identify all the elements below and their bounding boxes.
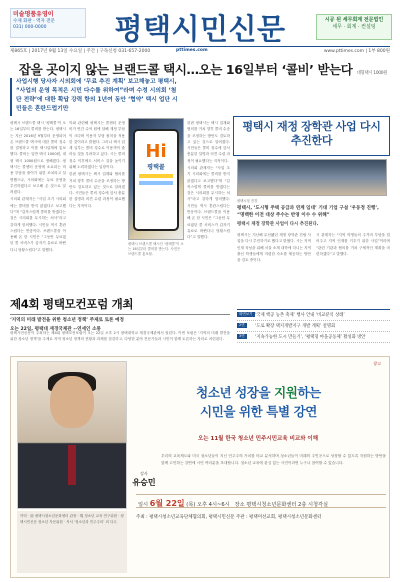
issue-price: www.pttimes.com | 1부 800원 (323, 49, 390, 54)
speaker-career: 약력 · 前 평택시청소년문화센터 관장 · 現 청소년 교육 연구위원 · 평택시민신문 청소년 자문위원 · 저서 ‘청소년과 민주주의’ 외 다수 (17, 511, 127, 573)
face-shape (50, 376, 94, 428)
newspaper-title: 평택시민신문 (114, 12, 286, 46)
story1-paragraph: 시의회 관계자는 “사업 초기 시의회에는 콜비를 받지 않겠다고 보고했다”며 “갑작스럽게 콜비를 받겠다는 것은 시의회를 무시하는 처사”라고 강하게 항의했다. 시민들 역시 혼란스럽다는 반응이다. 브랜드콜을 이용해 온 한 시민은 “그동안 무료였던 콜 서비스가 갑자기 유료로 바뀐다니 당황스럽다”고 말했다. (10, 197, 66, 252)
story1-paragraph: 평택시 브랜드콜 택시 ‘평택콜’이 오는 16일부터 콜비를 받는다. 평택시는 지난 2016년 9월부터 운영되어 온 브랜드콜 택시에 대한 콜비 징수를 결정하고 이를 택시업계에 통보했다. 콜비는 일반 택시 1000원, 대형 택시 1000원으로 정해졌다. 평택시는 콜센터 운영에 소요되는 비용 부담을 줄이기 위한 조치라고 설명했으나, 시의회에는 무료 운영을 추진하겠다고 보고해 온 것으로 알려졌다. (10, 121, 66, 195)
event-venue: 평택시청소년문화센터 2층 시청각실 (246, 502, 329, 508)
conference-title: 제4회 평택모컨포럼 개최 (10, 296, 230, 315)
right-masthead-ad[interactable] (316, 14, 392, 40)
speaker-role: 강사 (140, 471, 148, 476)
link-tag: 화면보기 (239, 312, 253, 316)
story1-subhead: 사업시행 당사자 시의회에 ‘무료 추진 계획’ 보고해놓고 평택시, “사업의 운영 목적은 시민 다수를 위하여”라며 수정 시의회 ‘첨단 전략’에 대한 확답 강력 항의 1년여 동안 ‘협약’ 택시 업단 시민들은 혼란드럽기만 (10, 78, 178, 116)
story1-column-1 (10, 120, 66, 292)
taxi-promo-photo[interactable] (128, 118, 184, 240)
speaker-name-block (129, 471, 159, 489)
story1-paragraph: 이와 관련해 평택시는 콜센터 운영비가 연간 수억 원에 달해 재정 부담이 크다며 이용자 부담 원칙을 적용한 것이라고 밝혔다. 그러나 택시 업계 일부는 콜비 징수로 이용객이 줄어들 것을 우려하고 있다. 시는 콜비 징수 이후에도 서비스 질을 높이기 위해 노력하겠다는 입장이다. (69, 121, 125, 169)
site-url[interactable]: pttimes.com (176, 48, 208, 53)
ad-description: 우리의 교육제도와 미국 청소년들이 지닌 민주주의 가치를 비교 분석하며 청소년들이 미래의 주인공으로 성장할 수 있도록 지원하는 방안을 함께 고민하는 강연에 시민 여러분을 초대합니다. 청소년 교육에 관심 있는 시민이라면 누구나 참여할 수 있습니다. (161, 454, 386, 465)
conference-body: 평택시민신문이 주최하는 제4회 평택모컨포럼이 오는 22일 오후 2시 평택대학교 재경국제관에서 열린다. 이번 포럼은 ‘지역의 미래 발전을 위한 청소년 정책’을 주제로 지역 청소년 정책의 현황과 과제를 점검하고, 다양한 분야 전문가들과 시민이 함께 토론하는 자리로 마련된다. (10, 331, 230, 342)
related-link[interactable] (237, 321, 390, 332)
left-masthead-ad[interactable] (10, 8, 86, 38)
when-label: 일시 (138, 502, 149, 508)
story1-column-3 (187, 120, 230, 292)
right-ad-title: 시공 된 세무회계 전문법인 (324, 17, 384, 23)
story2-subhead: 평택시, ‘도시형 주택 공급과 연계 임대’ 기대 기업 구설 ‘우동정 진행’, “명백한 이전 대상 주수는 반영 이수 수 위해” (237, 206, 379, 219)
ad-tag: 광고 (373, 361, 381, 366)
call-brand-name: 평택콜 (147, 164, 165, 171)
link-text: ‘도로 확장 택지개발지구 개발 계획’ 설명회 (255, 324, 336, 329)
photo-caption: 평택시청 전경 (237, 199, 258, 203)
ad-headline (131, 383, 386, 422)
left-ad-title: 미술명품유영이 (13, 11, 54, 18)
left-ad-line: 수제 화판 · 액자 전문 (13, 19, 55, 25)
event-schedule (136, 494, 386, 508)
left-ad-phone: 031) 000-0000 (13, 25, 47, 31)
related-link[interactable] (237, 332, 390, 343)
link-text: ‘국제 핵공 농촌 축제’ 행사 안내 ‘비교분석 상례’ (255, 313, 345, 318)
story2-column-1 (237, 232, 311, 304)
tie-shape (68, 445, 76, 485)
ad-headline-emphasis: 지원 (274, 385, 298, 400)
ad-headline-line2: 시민을 위한 특별 강연 (200, 404, 317, 420)
speaker-name: 유승민 (132, 478, 156, 487)
issue-info: 제865호 | 2017년 9월 13일 수요일 | 주간 | 구독신청 031-657-2000 (10, 49, 151, 54)
call-logo: Hi (145, 141, 167, 162)
ad-highlight: 오는 11월 한국 청소년 민주시민교육 비교와 이해 (197, 436, 319, 442)
headline-note: 대형택시 1000원 (356, 71, 388, 76)
phone-bar (139, 174, 173, 178)
right-ad-line: 세무 · 회계 · 컨설팅 (332, 24, 376, 30)
ad-headline-part: 하는 (297, 385, 321, 400)
taxi-photo-caption: 평택시 브랜드콜 택시인 ‘평택콜’이 오는 16일부터 콜비를 받는다. 사진은 브랜드콜 홍보물. (128, 242, 184, 257)
related-links (237, 309, 390, 343)
story1-paragraph: 시의회 관계자는 “사업 초기 시의회에는 콜비를 받지 않겠다고 보고했다”며 “갑작스럽게 콜비를 받겠다는 것은 시의회를 무시하는 처사”라고 강하게 항의했다. 시민들 역시 혼란스럽다는 반응이다. 브랜드콜을 이용해 온 한 시민은 “그동안 무료였던 콜 서비스가 갑자기 유료로 바뀐다니 당황스럽다”고 말했다. (187, 165, 230, 240)
where-label: 장소 (234, 502, 245, 508)
story1-column-2 (69, 120, 125, 292)
link-text: ‘지속가능한 도시 만들기’, ‘평택형 마을공동체’ 활성화 방안 (255, 335, 366, 340)
story1-paragraph: 한편 평택시는 택시 업계와 협의를 거쳐 향후 콜비 수준을 조정하는 방안도 검토하고 있는 것으로 알려졌다. 시민들은 콜비 징수에 앞서 충분한 설명과 의견 수렴 과정이 필요했다는 지적이다. (187, 121, 230, 163)
phone-bar (139, 181, 173, 185)
event-host: 주최 : 평택시청소년교육단체협의회, 평택시민신문 주관 : 평택미선교회, 평택시청소년문화센터 (136, 515, 322, 520)
ad-headline-part: 청소년 성장을 (196, 385, 275, 400)
event-date: 6월 22일 (149, 499, 185, 508)
story2-paragraph: 시 관계자는 “지역 학생들의 주거비 부담을 덜어주고 지역 인재를 키우기 위한 사업”이라며 “관련 기관과 협의를 거쳐 구체적인 계획을 마련하겠다”고 말했다. (316, 233, 390, 256)
story2-lead: 평택시 재정 장학관 사업이 다시 추진된다. (237, 222, 319, 227)
lecture-advertisement[interactable] (10, 356, 390, 578)
link-tag: 3면 (239, 334, 245, 338)
main-headline[interactable] (18, 60, 388, 78)
link-tag: 2면 (239, 323, 245, 327)
story2-title: 평택시 재정 장학관 사업 다시 추진한다 (242, 120, 381, 148)
story1-paragraph: 한편 평택시는 택시 업계와 협의를 거쳐 향후 콜비 수준을 조정하는 방안도 검토하고 있는 것으로 알려졌다. 시민들은 콜비 징수에 앞서 충분한 설명과 의견 수렴 과정이 필요했다는 지적이다. (69, 172, 125, 208)
event-time: (목) 오후 4시~6시 (186, 502, 230, 508)
speaker-photo (17, 361, 127, 509)
phone-image (133, 129, 179, 231)
related-link[interactable] (237, 310, 390, 321)
issue-info-bar (10, 46, 390, 54)
story2-paragraph: 평택시는 지난해 무산됐던 재정 장학관 건립 사업을 다시 추진하기로 했다고 밝혔다. 시는 지역 인재 육성을 위해 서울 소재 대학에 다니는 지역 출신 학생들에게 저렴한 숙소를 제공하는 방안을 검토 중이다. (237, 233, 311, 263)
story2-column-2 (316, 232, 390, 304)
conference-subtitle: ‘지역의 미래 발전을 위한 청소년 정책’ 주제로 토론 예정 (10, 318, 124, 323)
conference-subtitle: 오는 22일, 평택대 재경국제관 --연세인 소통 (10, 327, 101, 333)
main-headline-text: 잡을 곳이지 않는 브랜드콜 택시…오는 16일부터 ‘콜비’ 받는다 (18, 62, 353, 77)
story2-title-box[interactable] (233, 116, 390, 156)
city-hall-photo[interactable] (237, 159, 387, 196)
